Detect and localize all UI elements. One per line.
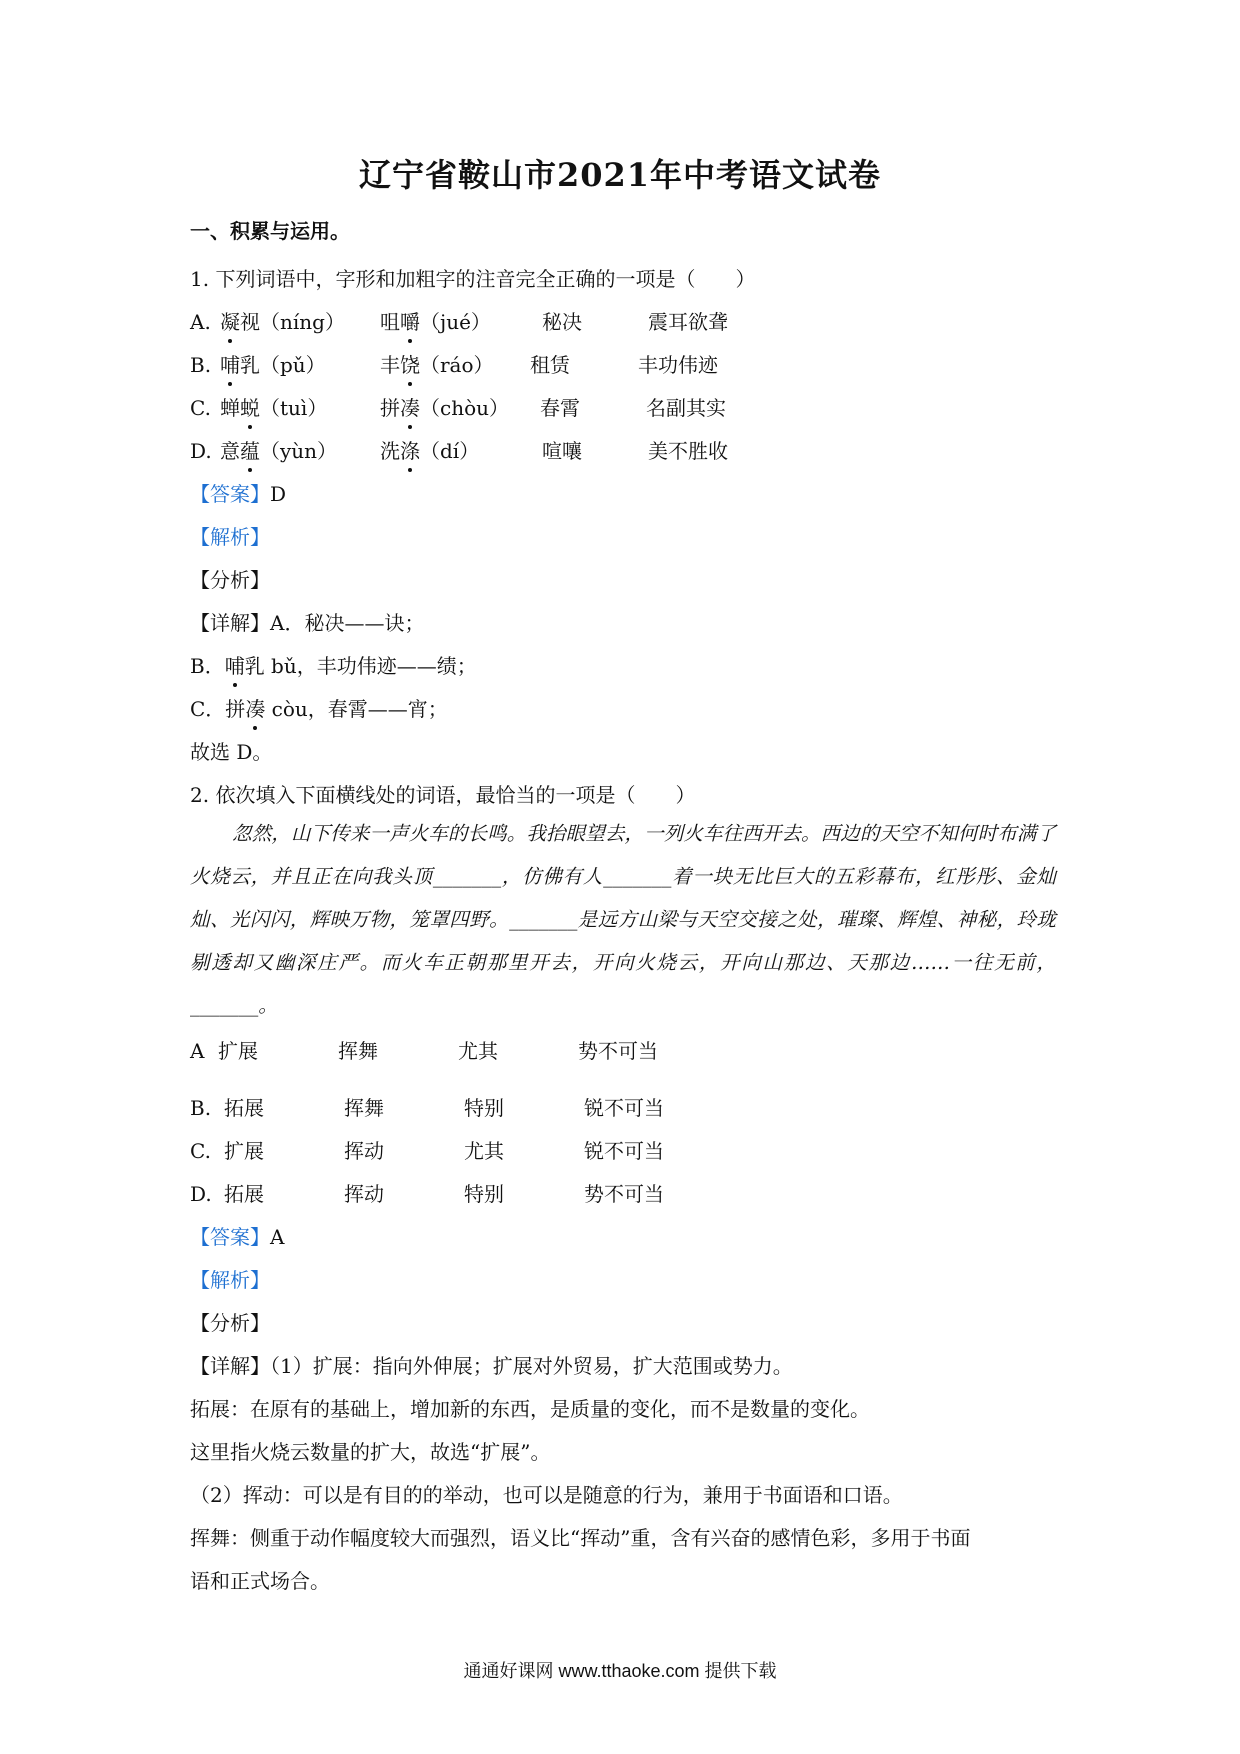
q1-detail-2: B．哺乳 bǔ，丰功伟迹——绩； xyxy=(190,654,477,678)
q2-detail-6: 语和正式场合。 xyxy=(190,1569,330,1593)
option-label: D. xyxy=(190,439,212,463)
option-word-3: 特别 xyxy=(464,1182,504,1206)
q1-option-a xyxy=(190,308,1090,338)
q2-analysis-tag: 【解析】 xyxy=(190,1268,270,1292)
q2-detail-4: （2）挥动：可以是有目的的举动，也可以是随意的行为，兼用于书面语和口语。 xyxy=(190,1483,903,1507)
option-word-4: 名副其实 xyxy=(646,396,726,420)
q1-detail-1: 【详解】A．秘决——诀； xyxy=(190,611,425,635)
q1-option-b xyxy=(190,351,1090,381)
option-word-4: 美不胜收 xyxy=(648,439,728,463)
q2-detail-5: 挥舞：侧重于动作幅度较大而强烈，语义比“挥动”重，含有兴奋的感情色彩，多用于书面 xyxy=(190,1526,971,1550)
answer-tag: 【答案】 xyxy=(190,1225,270,1249)
option-word-4: 势不可当 xyxy=(578,1039,658,1063)
option-word-4: 锐不可当 xyxy=(584,1139,664,1163)
option-word-2: 挥舞 xyxy=(338,1039,378,1063)
option-word-1: 凝视（níng） xyxy=(220,310,345,334)
option-word-4: 势不可当 xyxy=(584,1182,664,1206)
option-word-2: 洗涤（dí） xyxy=(380,439,480,463)
option-word-4: 锐不可当 xyxy=(584,1096,664,1120)
option-word-1: 扩展 xyxy=(218,1039,258,1063)
q1-option-c xyxy=(190,394,1090,424)
option-word-1: 意蕴（yùn） xyxy=(220,439,338,463)
q2-detail-3: 这里指火烧云数量的扩大，故选“扩展”。 xyxy=(190,1440,551,1464)
q1-option-d xyxy=(190,437,1090,467)
q2-answer xyxy=(190,1223,284,1251)
question-1-stem: 1. 下列词语中，字形和加粗字的注音完全正确的一项是（ ） xyxy=(190,267,756,291)
option-label: A. xyxy=(190,310,211,334)
q1-answer xyxy=(190,480,286,508)
option-word-3: 特别 xyxy=(464,1096,504,1120)
section-heading: 一、积累与运用。 xyxy=(190,219,350,243)
option-word-4: 震耳欲聋 xyxy=(648,310,728,334)
q2-detail-1: 【详解】（1）扩展：指向外伸展；扩展对外贸易，扩大范围或势力。 xyxy=(190,1354,793,1378)
option-word-3: 春霄 xyxy=(540,396,580,420)
option-word-1: 蝉蜕（tuì） xyxy=(220,396,328,420)
q1-detail-3: C．拼凑 còu，春霄——宵； xyxy=(190,697,448,721)
option-label: C. xyxy=(190,1139,211,1163)
option-word-3: 租赁 xyxy=(530,353,570,377)
option-word-4: 丰功伟迹 xyxy=(638,353,718,377)
question-2-stem: 2. 依次填入下面横线处的词语，最恰当的一项是（ ） xyxy=(190,783,696,807)
option-word-1: 扩展 xyxy=(224,1139,264,1163)
option-word-3: 尤其 xyxy=(464,1139,504,1163)
option-word-2: 丰饶（ráo） xyxy=(380,353,494,377)
q2-option-d xyxy=(190,1180,1090,1210)
page-footer: 通通好课网 www.tthaoke.com 提供下载 xyxy=(463,1661,777,1681)
option-word-1: 拓展 xyxy=(224,1182,264,1206)
option-label: B. xyxy=(190,353,212,377)
option-label: B. xyxy=(190,1096,212,1120)
q1-analysis-tag: 【解析】 xyxy=(190,525,270,549)
q2-option-b xyxy=(190,1094,1090,1124)
option-label: D. xyxy=(190,1182,212,1206)
option-word-3: 喧嚷 xyxy=(542,439,582,463)
answer-tag: 【答案】 xyxy=(190,482,270,506)
q2-option-c xyxy=(190,1137,1090,1167)
option-word-2: 挥动 xyxy=(344,1182,384,1206)
q1-conclusion: 故选 D。 xyxy=(190,740,273,764)
q2-detail-2: 拓展：在原有的基础上，增加新的东西，是质量的变化，而不是数量的变化。 xyxy=(190,1397,870,1421)
option-word-3: 尤其 xyxy=(458,1039,498,1063)
q2-passage: 忽然，山下传来一声火车的长鸣。我抬眼望去，一列火车往西开去。西边的天空不知何时布满了火烧云，并且正在向我头顶_______，仿佛有人_______着一块无比巨大的五彩幕布，红彤彤、金灿灿、光闪闪，辉映万物，笼罩四野。_______是远方山梁与天空交接之处，璀璨、辉煌、神秘，玲珑剔透却又幽深庄严。而火车正朝那里开去，开向火烧云，开向山那边、天那边……一往无前，_______。 xyxy=(190,822,1056,1017)
option-word-1: 哺乳（pǔ） xyxy=(220,353,326,377)
page-title: 辽宁省鞍山市2021年中考语文试卷 xyxy=(358,156,882,194)
q1-fenxi: 【分析】 xyxy=(190,568,270,592)
option-word-2: 挥动 xyxy=(344,1139,384,1163)
option-word-2: 咀嚼（jué） xyxy=(380,310,491,334)
answer-value: A xyxy=(270,1225,285,1249)
option-label: C. xyxy=(190,396,211,420)
answer-value: D xyxy=(270,482,287,506)
q2-fenxi: 【分析】 xyxy=(190,1311,270,1335)
option-word-2: 挥舞 xyxy=(344,1096,384,1120)
q2-option-a xyxy=(190,1037,1090,1067)
option-word-1: 拓展 xyxy=(224,1096,264,1120)
option-word-3: 秘决 xyxy=(542,310,582,334)
option-label: A xyxy=(190,1039,205,1063)
option-word-2: 拼凑（chòu） xyxy=(380,396,510,420)
